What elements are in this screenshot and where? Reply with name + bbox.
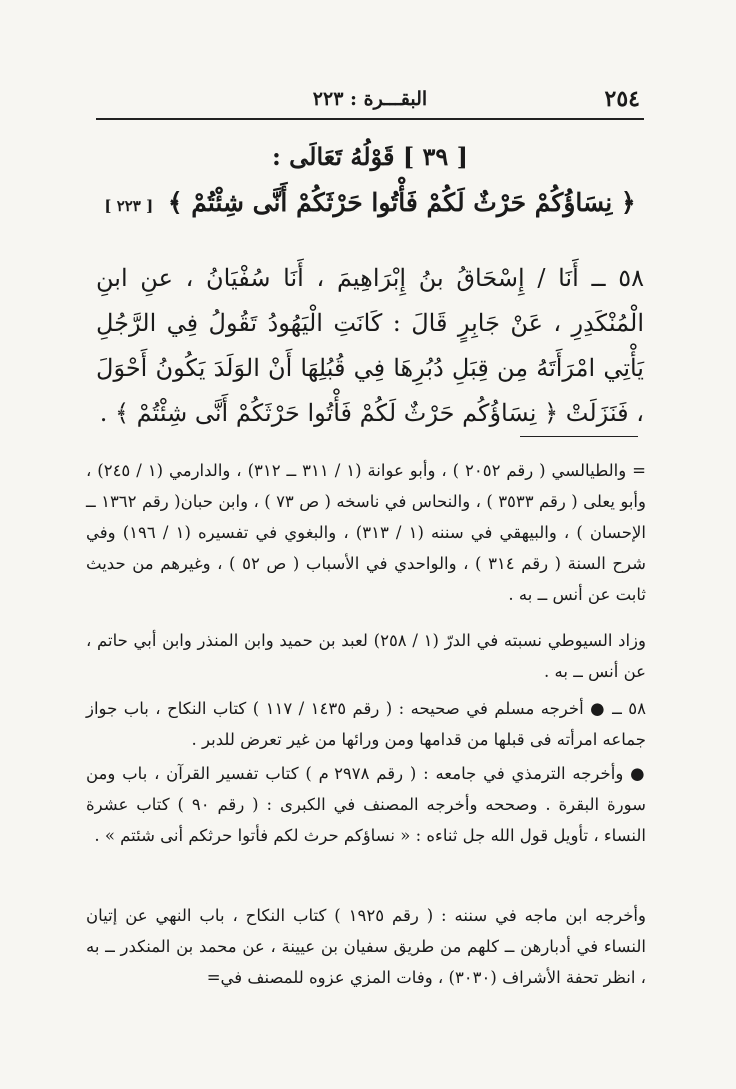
footnote-paragraph-4: ● وأخرجه الترمذي في جامعه : ( رقم ٢٩٧٨ م ) كتاب تفسير القرآن ، باب ومن سورة البقرة . وصححه وأخرجه المصنف في الكبرى : ( رقم ٩٠ ) كتاب عشرة النساء ، تأويل قول الله جل ثناءه : « نساؤكم حرث لكم فأتوا حرثكم أنى شئتم » .	[86, 764, 646, 845]
quran-verse	[96, 188, 644, 217]
verse-text: ﴿ نِسَاؤُكُمْ حَرْثٌ لَكُمْ فَأْتُوا حَرْثَكُمْ أَنَّى شِئْتُمْ ﴾	[167, 188, 636, 217]
hadith-text: ٥٨ ــ أَنَا / إِسْحَاقُ بنُ إِبْرَاهِيمَ ، أَنَا سُفْيَانُ ، عنِ ابنِ الْمُنْكَدِرِ ، عَنْ جَابِرٍ قَالَ : كَانَتِ الْيَهُودُ تَقُولُ فِي الرَّجُلِ يَأْتِي امْرَأَتَهُ مِن قِبَلِ دُبُرِهَا فِي قُبُلِهَا أَنْ الوَلَدَ يَكُونُ أَحْوَلَ ، فَنَزَلَتْ ﴿ نِسَاؤُكُم حَرْثٌ لَكُمْ فَأْتُوا حَرْثَكُمْ أَنَّى شِئْتُمْ ﴾ .	[96, 264, 644, 427]
verse-reference: [ ٢٢٣ ]	[104, 197, 154, 215]
footnote-paragraph-2: وزاد السيوطي نسبته في الدرّ (١ / ٢٥٨) لعبد بن حميد وابن المنذر وابن أبي حاتم ، عن أنس ــ به .	[86, 631, 646, 681]
page-header	[96, 84, 644, 120]
footnote-divider	[520, 436, 638, 437]
section-heading: [ ٣٩ ] قَوْلُهُ تَعَالَى :	[271, 142, 469, 171]
footnote-paragraph-3: ٥٨ ــ ● أخرجه مسلم في صحيحه : ( رقم ١٤٣٥ / ١١٧ ) كتاب النكاح ، باب جواز جماعه امرأته فى قبلها من قدامها ومن ورائها من غير تعرض للدبر .	[86, 699, 646, 749]
page-number: ٢٥٤	[604, 86, 640, 112]
running-title: البقـــرة : ٢٢٣	[312, 88, 428, 110]
footnote-paragraph-1: = والطيالسي ( رقم ٢٠٥٢ ) ، وأبو عوانة (١ / ٣١١ ــ ٣١٢) ، والدارمي (١ / ٢٤٥) ، وأبو يعلى ( رقم ٣٥٣٣ ) ، والنحاس في ناسخه ( ص ٧٣ ) ، وابن حبان( رقم ١٣٦٢ ــ الإحسان ) ، والبيهقي في سننه (١ / ٣١٣) ، والبغوي في تفسيره (١ / ١٩٦) وفي شرح السنة ( رقم ٣١٤ ) ، والواحدي في الأسباب ( ص ٥٢ ) ، وغيرهم من حديث ثابت عن أنس ــ به .	[86, 461, 646, 604]
footnote-paragraph-5: وأخرجه ابن ماجه في سننه : ( رقم ١٩٢٥ ) كتاب النكاح ، باب النهي عن إتيان النساء في أدبارهن ــ كلهم من طريق سفيان بن عيينة ، عن محمد بن المنكدر ــ به ، انظر تحفة الأشراف (٣٠٣٠) ، وفات المزي عزوه للمصنف في=	[86, 906, 646, 987]
